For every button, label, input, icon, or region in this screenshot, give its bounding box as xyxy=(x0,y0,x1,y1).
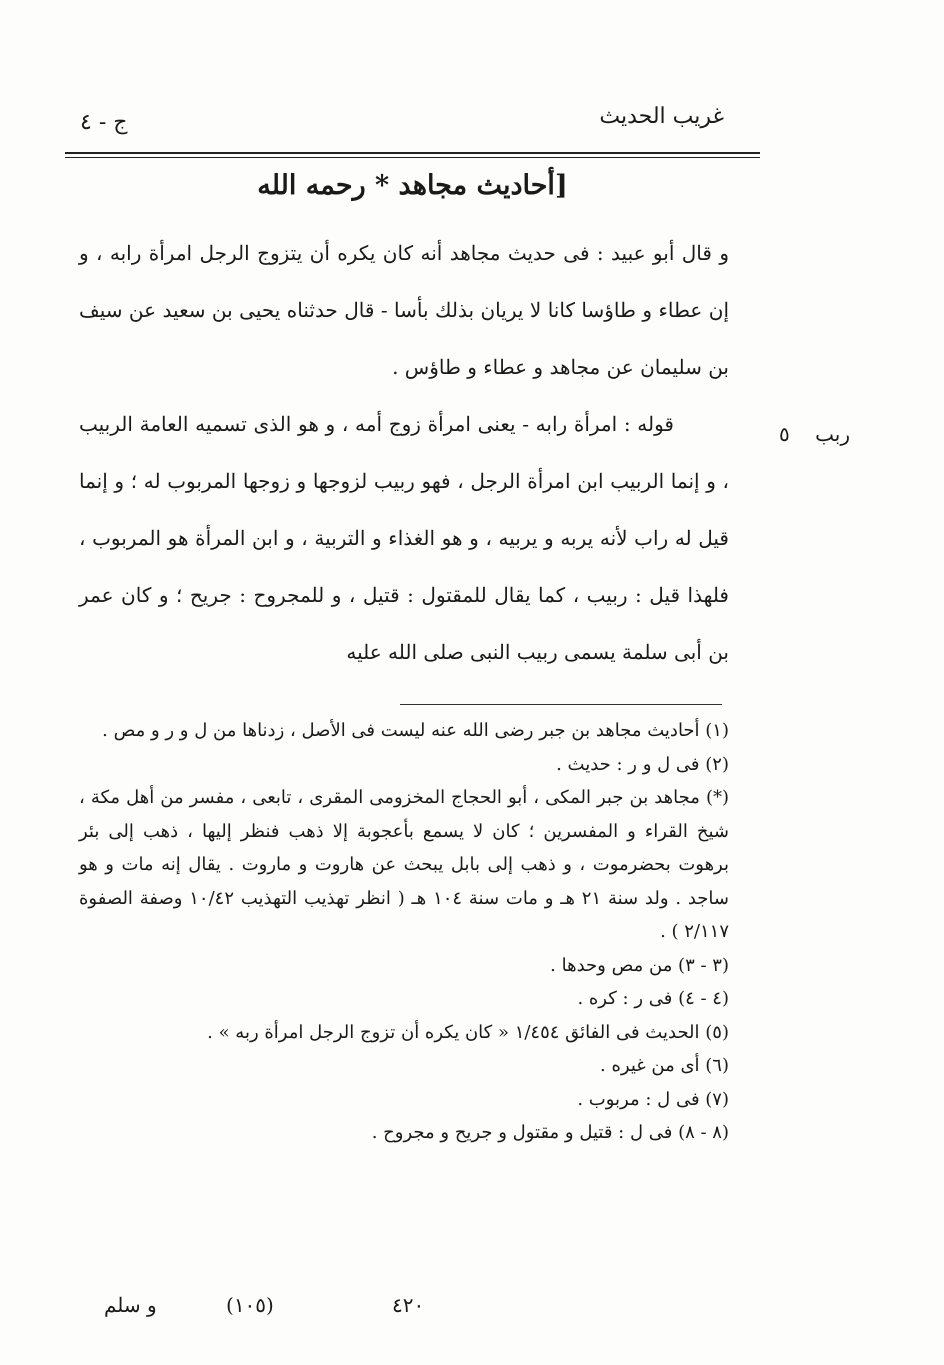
footnote: (٢) فى ل و ر : حديث . xyxy=(556,753,729,775)
footnote: (٨ - ٨) فى ل : قتيل و مقتول و جريح و مجروح . xyxy=(371,1122,729,1143)
original-page-number: (١٠٥) xyxy=(226,1293,274,1317)
footnote-separator xyxy=(400,704,722,705)
margin-note xyxy=(750,422,850,446)
footnote: (٣ - ٣) من مص وحدها . xyxy=(550,954,729,976)
footnote: (*) مجاهد بن جبر المكى ، أبو الحجاج المخزومى المقرى ، تابعى ، مفسر من أهل مكة ، شيخ القراء و المفسرين ؛ كان لا يسمع بأعجوبة إلا ذهب فنظر إليها ، ذهب إلى بئر برهوت بحضرموت ، و ذهب إلى بابل يبحث عن هاروت و ماروت . يقال إنه مات و هو ساجد . ولد سنة ٢١ هـ و مات سنة ١٠٤ هـ ( انظر تهذيب التهذيب ١٠/٤٢ وصفة الصفوة ٢/١١٧ ) . xyxy=(79,787,729,942)
footnotes xyxy=(79,714,729,1150)
section-title: [أحاديث مجاهد * رحمه الله xyxy=(257,170,568,201)
header-rule-thin xyxy=(65,157,760,158)
catchword: و سلم xyxy=(104,1293,157,1317)
running-header-title: غريب الحديث xyxy=(599,104,724,129)
footnote: (٥) الحديث فى الفائق ١/٤٥٤ « كان يكره أن تزوج الرجل امرأة ربه » . xyxy=(207,1021,729,1043)
main-text xyxy=(79,225,729,681)
footnote: (١) أحاديث مجاهد بن جبر رضى الله عنه ليست فى الأصل ، زدناها من ل و ر و مص . xyxy=(102,720,729,741)
margin-note-ref: ٥ xyxy=(778,422,790,446)
body-paragraph: قوله : امرأة رابه - يعنى امرأة زوج أمه ، و هو الذى تسميه العامة الربيب ، و إنما الربيب ابن امرأة الرجل ، فهو ربيب لزوجها و زوجها المربوب له ؛ و إنما قيل له راب لأنه يربه و يربيه ، و هو الغذاء و التربية ، و ابن المرأة هو المربوب ، فلهذا قيل : ربيب ، كما يقال للمقتول : قتيل ، و للمجروح : جريح ؛ و كان عمر بن أبى سلمة يسمى ربيب النبى صلى الله عليه xyxy=(79,412,729,664)
footnote: (٧) فى ل : مربوب . xyxy=(577,1088,729,1110)
running-header-volume: ج - ٤ xyxy=(80,110,128,135)
header-rule-thick xyxy=(65,152,760,154)
page-number: ٤٢٠ xyxy=(392,1293,425,1317)
footnote: (٦) أى من غيره . xyxy=(600,1055,729,1076)
margin-note-word: ربب xyxy=(815,422,850,446)
footnote: (٤ - ٤) فى ر : كره . xyxy=(577,988,729,1009)
body-paragraph: و قال أبو عبيد : فى حديث مجاهد أنه كان يكره أن يتزوج الرجل امرأة رابه ، و إن عطاء و طاؤسا كانا لا يريان بذلك بأسا - قال حدثناه يحيى بن سعيد عن سيف بن سليمان عن مجاهد و عطاء و طاؤس . xyxy=(79,241,729,379)
